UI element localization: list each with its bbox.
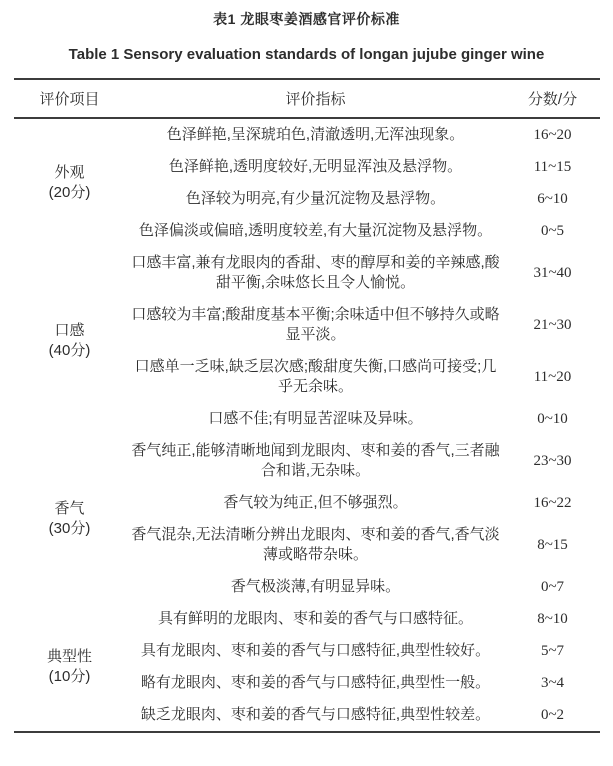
score-cell: 11~15 xyxy=(533,159,572,175)
score-cell: 6~10 xyxy=(537,191,568,207)
table-body xyxy=(14,118,600,732)
criteria-cell: 香气较为纯正,但不够强烈。 xyxy=(223,494,408,511)
criteria-cell: 色泽较为明亮,有少量沉淀物及悬浮物。 xyxy=(185,190,446,207)
score-cell: 8~10 xyxy=(537,611,568,627)
criteria-cell: 具有龙眼肉、枣和姜的香气与口感特征,典型性较好。 xyxy=(140,642,491,659)
criteria-cell: 香气混杂,无法清晰分辨出龙眼肉、枣和姜的香气,香气淡薄或略带杂味。 xyxy=(131,526,500,563)
category-cell-typicality xyxy=(14,603,126,732)
score-cell: 5~7 xyxy=(540,643,565,659)
table-row xyxy=(14,247,600,299)
criteria-cell: 色泽鲜艳,透明度较好,无明显浑浊及悬浮物。 xyxy=(168,158,463,175)
criteria-cell: 色泽鲜艳,呈深琥珀色,清澈透明,无浑浊现象。 xyxy=(166,126,465,143)
category-name: 典型性 xyxy=(46,648,92,665)
table-header xyxy=(14,79,600,118)
criteria-cell: 色泽偏淡或偏暗,透明度较差,有大量沉淀物及悬浮物。 xyxy=(138,222,493,239)
criteria-cell: 口感较为丰富;酸甜度基本平衡;余味适中但不够持久或略显平淡。 xyxy=(131,306,500,343)
table-row xyxy=(14,118,600,151)
category-name: 香气 xyxy=(54,500,85,517)
criteria-cell: 口感不佳;有明显苦涩味及异味。 xyxy=(208,410,423,427)
category-name: 外观 xyxy=(54,164,85,181)
score-cell: 23~30 xyxy=(533,453,572,469)
criteria-cell: 略有龙眼肉、枣和姜的香气与口感特征,典型性一般。 xyxy=(140,674,491,691)
criteria-cell: 香气纯正,能够清晰地闻到龙眼肉、枣和姜的香气,三者融合和谐,无杂味。 xyxy=(131,442,500,479)
table-title-en: Table 1 Sensory evaluation standards of longan jujube ginger wine xyxy=(68,46,545,63)
score-cell: 31~40 xyxy=(533,265,572,281)
score-cell: 8~15 xyxy=(537,537,568,553)
score-cell: 11~20 xyxy=(533,369,572,385)
category-cell-aroma xyxy=(14,435,126,603)
category-score-total: (30分) xyxy=(48,520,91,537)
criteria-cell: 口感单一乏味,缺乏层次感;酸甜度失衡,口感尚可接受;几乎无余味。 xyxy=(134,358,497,395)
score-cell: 3~4 xyxy=(540,675,565,691)
criteria-cell: 香气极淡薄,有明显异味。 xyxy=(230,578,401,595)
category-name: 口感 xyxy=(54,322,85,339)
category-score-total: (40分) xyxy=(48,342,91,359)
sensory-evaluation-table xyxy=(14,78,600,733)
score-cell: 0~7 xyxy=(540,579,565,595)
table-row xyxy=(14,603,600,635)
category-cell-appearance xyxy=(14,118,126,247)
category-score-total: (20分) xyxy=(48,184,91,201)
table-row xyxy=(14,435,600,487)
criteria-cell: 具有鲜明的龙眼肉、枣和姜的香气与口感特征。 xyxy=(157,610,473,627)
criteria-cell: 缺乏龙眼肉、枣和姜的香气与口感特征,典型性较差。 xyxy=(140,706,491,723)
score-cell: 0~10 xyxy=(537,411,568,427)
category-cell-taste xyxy=(14,247,126,435)
score-cell: 0~2 xyxy=(540,707,565,723)
col-header-score: 分数/分 xyxy=(506,79,600,118)
col-header-item: 评价项目 xyxy=(14,79,126,118)
criteria-cell: 口感丰富,兼有龙眼肉的香甜、枣的醇厚和姜的辛辣感,酸甜平衡,余味悠长且令人愉悦。 xyxy=(131,254,500,291)
score-cell: 0~5 xyxy=(540,223,565,239)
table-title-zh: 表1 龙眼枣姜酒感官评价标准 xyxy=(213,11,400,27)
score-cell: 16~20 xyxy=(533,127,572,143)
category-score-total: (10分) xyxy=(48,668,91,685)
score-cell: 21~30 xyxy=(533,317,572,333)
col-header-criteria: 评价指标 xyxy=(126,79,506,118)
score-cell: 16~22 xyxy=(533,495,572,511)
header-row xyxy=(14,79,600,118)
